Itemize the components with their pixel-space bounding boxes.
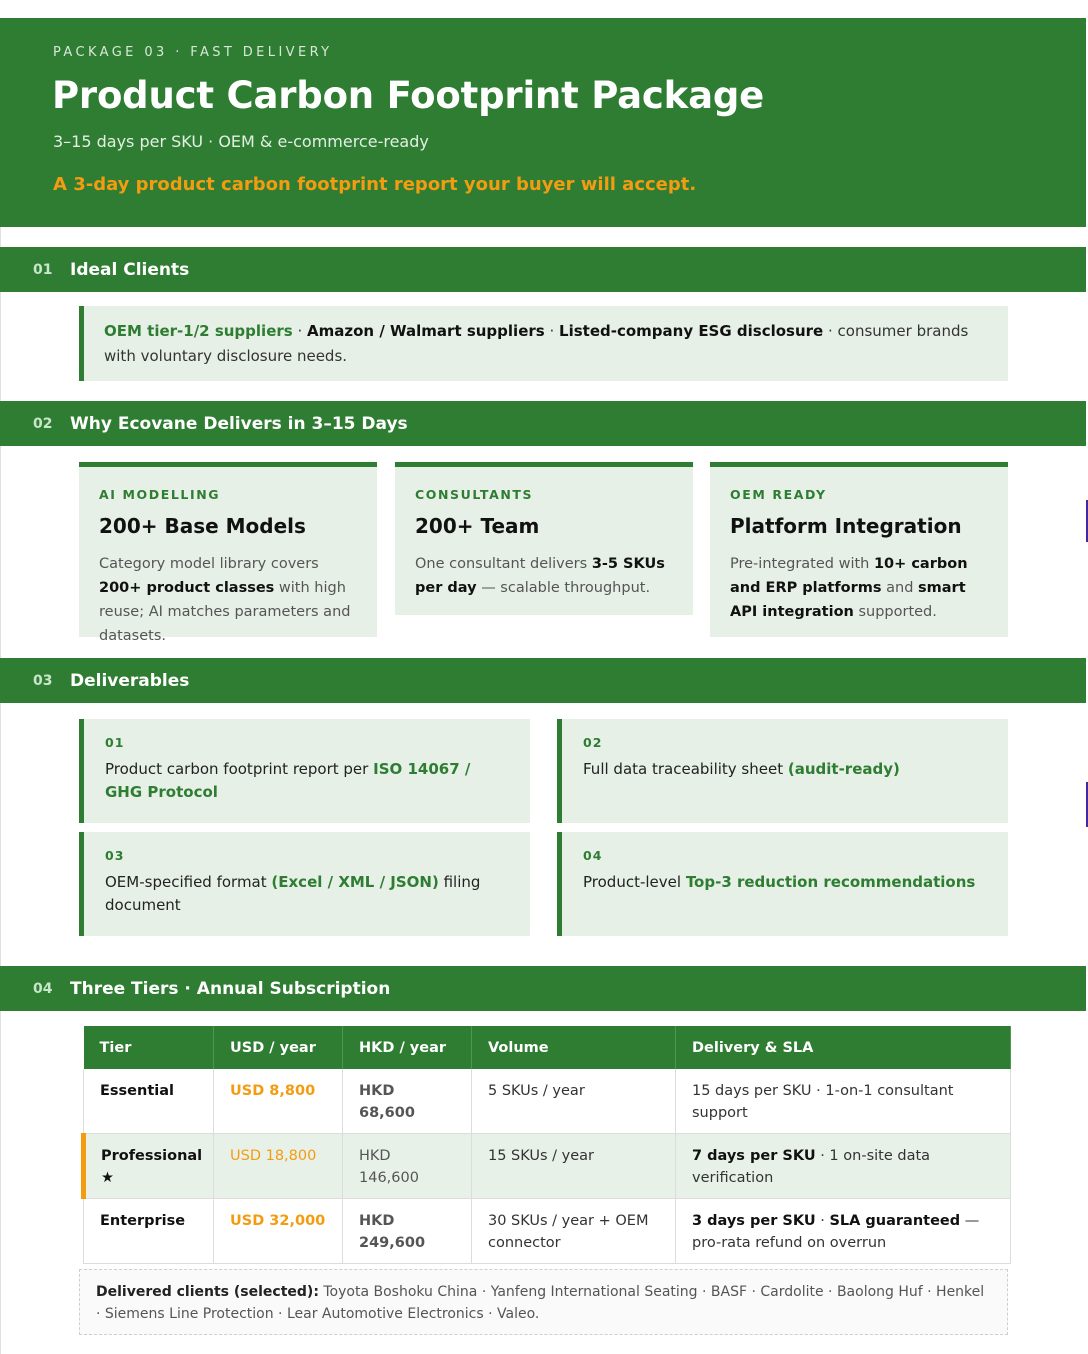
deliverable-highlight: ISO 14067 / GHG Protocol — [105, 760, 471, 801]
why-card-oem-ready — [710, 462, 1008, 637]
deliverable-text — [583, 758, 987, 781]
card-body — [415, 552, 673, 600]
column-header: Tier — [84, 1026, 214, 1069]
price-usd: USD 32,000 — [214, 1199, 343, 1264]
deliverable-plain: Product carbon footprint report per — [105, 760, 374, 778]
highlight-listed: Listed-company ESG disclosure — [559, 322, 824, 340]
highlight-amazon: Amazon / Walmart suppliers — [307, 322, 545, 340]
column-header: Delivery & SLA — [676, 1026, 1011, 1069]
clients-label: Delivered clients (selected): — [96, 1284, 319, 1300]
deliverable-card — [557, 832, 1008, 936]
sla-bold: SLA guaranteed — [829, 1213, 961, 1229]
section-number: 03 — [33, 672, 53, 689]
sla-text: · — [815, 1213, 830, 1229]
card-heading: 200+ Team — [415, 514, 540, 538]
section-header-ideal-clients — [0, 247, 1086, 292]
card-text: — scalable throughput. — [476, 580, 651, 596]
tier-name: Essential — [84, 1069, 214, 1134]
deliverable-number: 03 — [105, 848, 125, 863]
table-header-row — [84, 1026, 1011, 1069]
delivery-sla — [676, 1199, 1011, 1264]
deliverable-card — [79, 832, 530, 936]
card-caption: CONSULTANTS — [415, 487, 534, 502]
card-text: Pre-integrated with — [730, 556, 874, 572]
section-title: Ideal Clients — [70, 259, 190, 280]
why-card-ai-modelling — [79, 462, 377, 644]
package-eyebrow: PACKAGE 03 · FAST DELIVERY — [53, 45, 333, 60]
card-bold: smart API integration — [730, 580, 966, 620]
deliverable-highlight: (Excel / XML / JSON) — [271, 873, 439, 891]
price-hkd: HKD 68,600 — [343, 1069, 472, 1134]
deliverable-plain: filing document — [105, 873, 481, 914]
tier-name: Professional ★ — [84, 1134, 214, 1199]
volume: 30 SKUs / year + OEM connector — [472, 1199, 676, 1264]
page-subtitle: 3–15 days per SKU · OEM & e-commerce-ready — [53, 132, 429, 151]
tier-name: Enterprise — [84, 1199, 214, 1264]
column-header: HKD / year — [343, 1026, 472, 1069]
deliverable-number: 01 — [105, 735, 125, 750]
sla-text: 15 days per SKU · 1-on-1 consultant support — [692, 1083, 954, 1121]
clients-list: Toyota Boshoku China · Yanfeng International Seating · BASF · Cardolite · Baolong Huf · Henkel · Siemens Line Protection · Lear Automotive Electronics · Valeo. — [96, 1284, 985, 1322]
section-title: Deliverables — [70, 670, 190, 691]
section-number: 04 — [33, 980, 53, 997]
hero-banner — [0, 18, 1086, 227]
sla-text: · 1 on-site data verification — [692, 1148, 931, 1186]
table-row-enterprise — [84, 1199, 1011, 1264]
card-text: supported. — [853, 604, 937, 620]
card-body — [99, 552, 357, 648]
highlight-oem: OEM tier-1/2 suppliers — [104, 322, 293, 340]
deliverable-highlight: Top-3 reduction recommendations — [685, 873, 976, 891]
card-heading: 200+ Base Models — [99, 514, 306, 538]
deliverable-plain: OEM-specified format — [105, 873, 272, 891]
deliverable-text — [105, 871, 509, 917]
price-usd: USD 8,800 — [214, 1069, 343, 1134]
deliverable-text — [105, 758, 509, 804]
deliverable-plain: Full data traceability sheet — [583, 760, 788, 778]
pricing-table — [81, 1026, 1011, 1264]
card-text: and — [881, 580, 919, 596]
deliverable-text — [583, 871, 987, 894]
card-text: Category model library covers — [99, 556, 319, 572]
sla-bold: 7 days per SKU — [692, 1148, 816, 1164]
card-bold: 3-5 SKUs per day — [415, 556, 665, 596]
delivery-sla — [676, 1069, 1011, 1134]
delivered-clients-note — [79, 1269, 1008, 1335]
sla-bold: 3 days per SKU — [692, 1213, 816, 1229]
card-caption: OEM READY — [730, 487, 827, 502]
column-header: Volume — [472, 1026, 676, 1069]
separator: · — [544, 322, 560, 340]
separator: · — [292, 322, 308, 340]
delivery-sla — [676, 1134, 1011, 1199]
sla-text: — pro-rata refund on overrun — [692, 1213, 980, 1251]
section-header-deliverables — [0, 658, 1086, 703]
ideal-rest-text: · consumer brands with voluntary disclosure needs. — [104, 322, 969, 365]
why-card-consultants — [395, 462, 693, 615]
deliverable-number: 04 — [583, 848, 603, 863]
deliverable-highlight: (audit-ready) — [787, 760, 900, 778]
card-bold: 10+ carbon and ERP platforms — [730, 556, 968, 596]
deliverable-number: 02 — [583, 735, 603, 750]
card-text: One consultant delivers — [415, 556, 592, 572]
price-hkd: HKD 146,600 — [343, 1134, 472, 1199]
section-number: 02 — [33, 415, 53, 432]
table-row-essential — [84, 1069, 1011, 1134]
card-heading: Platform Integration — [730, 514, 962, 538]
card-body — [730, 552, 988, 624]
section-title: Three Tiers · Annual Subscription — [70, 978, 391, 999]
price-hkd: HKD 249,600 — [343, 1199, 472, 1264]
column-header: USD / year — [214, 1026, 343, 1069]
ideal-clients-callout — [79, 306, 1008, 381]
deliverable-plain: Product-level — [583, 873, 686, 891]
deliverable-card — [79, 719, 530, 823]
price-usd: USD 18,800 — [214, 1134, 343, 1199]
card-text: with high reuse; AI matches parameters and datasets. — [99, 580, 351, 644]
section-title: Why Ecovane Delivers in 3–15 Days — [70, 413, 408, 434]
section-header-tiers — [0, 966, 1086, 1011]
deliverable-card — [557, 719, 1008, 823]
page-title: Product Carbon Footprint Package — [52, 74, 765, 117]
card-bold: 200+ product classes — [99, 580, 275, 596]
section-header-why — [0, 401, 1086, 446]
volume: 5 SKUs / year — [472, 1069, 676, 1134]
section-number: 01 — [33, 261, 53, 278]
card-caption: AI MODELLING — [99, 487, 221, 502]
table-row-professional — [84, 1134, 1011, 1199]
volume: 15 SKUs / year — [472, 1134, 676, 1199]
tagline: A 3-day product carbon footprint report your buyer will accept. — [53, 174, 697, 195]
